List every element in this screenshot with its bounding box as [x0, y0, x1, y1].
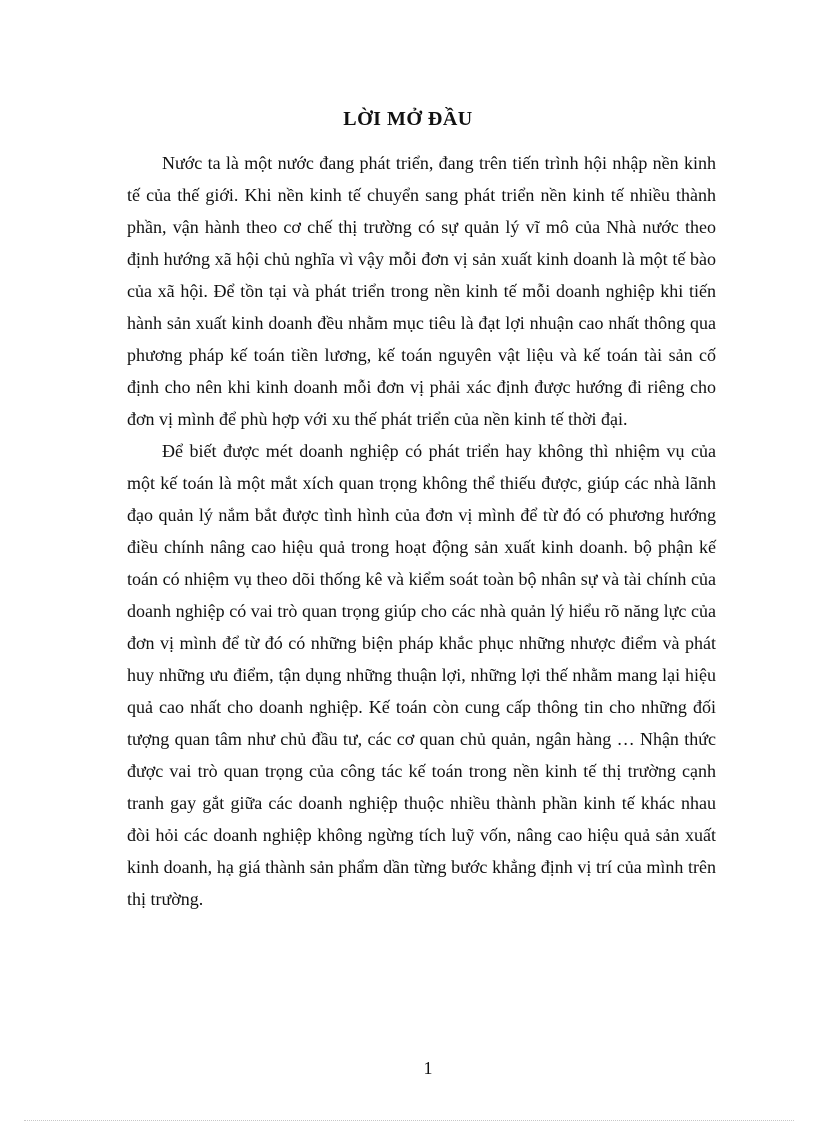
page-bottom-divider — [24, 1120, 794, 1121]
page-number: 1 — [423, 1058, 433, 1078]
paragraph-intro: Nước ta là một nước đang phát triển, đang trên tiến trình hội nhập nền kinh tế của thế giới. Khi nền kinh tế chuyển sang phát triển nền kinh tế nhiều thành phần, vận hành theo cơ chế thị trường có sự quản lý vĩ mô của Nhà nước theo định hướng xã hội chủ nghĩa vì vậy mỗi đơn vị sản xuất kinh doanh là một tế bào của xã hội. Để tồn tại và phát triển trong nền kinh tế mỗi doanh nghiệp khi tiến hành sản xuất kinh doanh đều nhằm mục tiêu là đạt lợi nhuận cao nhất thông qua phương pháp kế toán tiền lương, kế toán nguyên vật liệu và kế toán tài sản cố định cho nên khi kinh doanh mỗi đơn vị phải xác định được hướng đi riêng cho đơn vị mình để phù hợp với xu thế phát triển của nền kinh tế thời đại. — [127, 153, 716, 429]
document-body — [127, 147, 716, 915]
document-title: LỜI MỞ ĐẦU — [343, 108, 473, 130]
paragraph-accounting-role: Để biết được mét doanh nghiệp có phát triển hay không thì nhiệm vụ của một kế toán là một mắt xích quan trọng không thể thiếu được, giúp các nhà lãnh đạo quản lý nắm bắt được tình hình của đơn vị mình để từ đó có phương hướng điều chính nâng cao hiệu quả trong hoạt động sản xuất kinh doanh. bộ phận kế toán có nhiệm vụ theo dõi thống kê và kiểm soát toàn bộ nhân sự và tài chính của doanh nghiệp có vai trò quan trọng giúp cho các nhà quản lý hiểu rõ năng lực của đơn vị mình để từ đó có những biện pháp khắc phục những nhược điểm và phát huy những ưu điểm, tận dụng những thuận lợi, những lợi thế nhằm mang lại hiệu quả cao nhất cho doanh nghiệp. Kế toán còn cung cấp thông tin cho những đối tượng quan tâm như chủ đầu tư, các cơ quan chủ quản, ngân hàng … Nhận thức được vai trò quan trọng của công tác kế toán trong nền kinh tế thị trường cạnh tranh gay gắt giữa các doanh nghiệp thuộc nhiều thành phần kinh tế khác nhau đòi hỏi các doanh nghiệp không ngừng tích luỹ vốn, nâng cao hiệu quả sản xuất kinh doanh, hạ giá thành sản phẩm dần từng bước khẳng định vị trí của mình trên thị trường. — [127, 441, 716, 909]
